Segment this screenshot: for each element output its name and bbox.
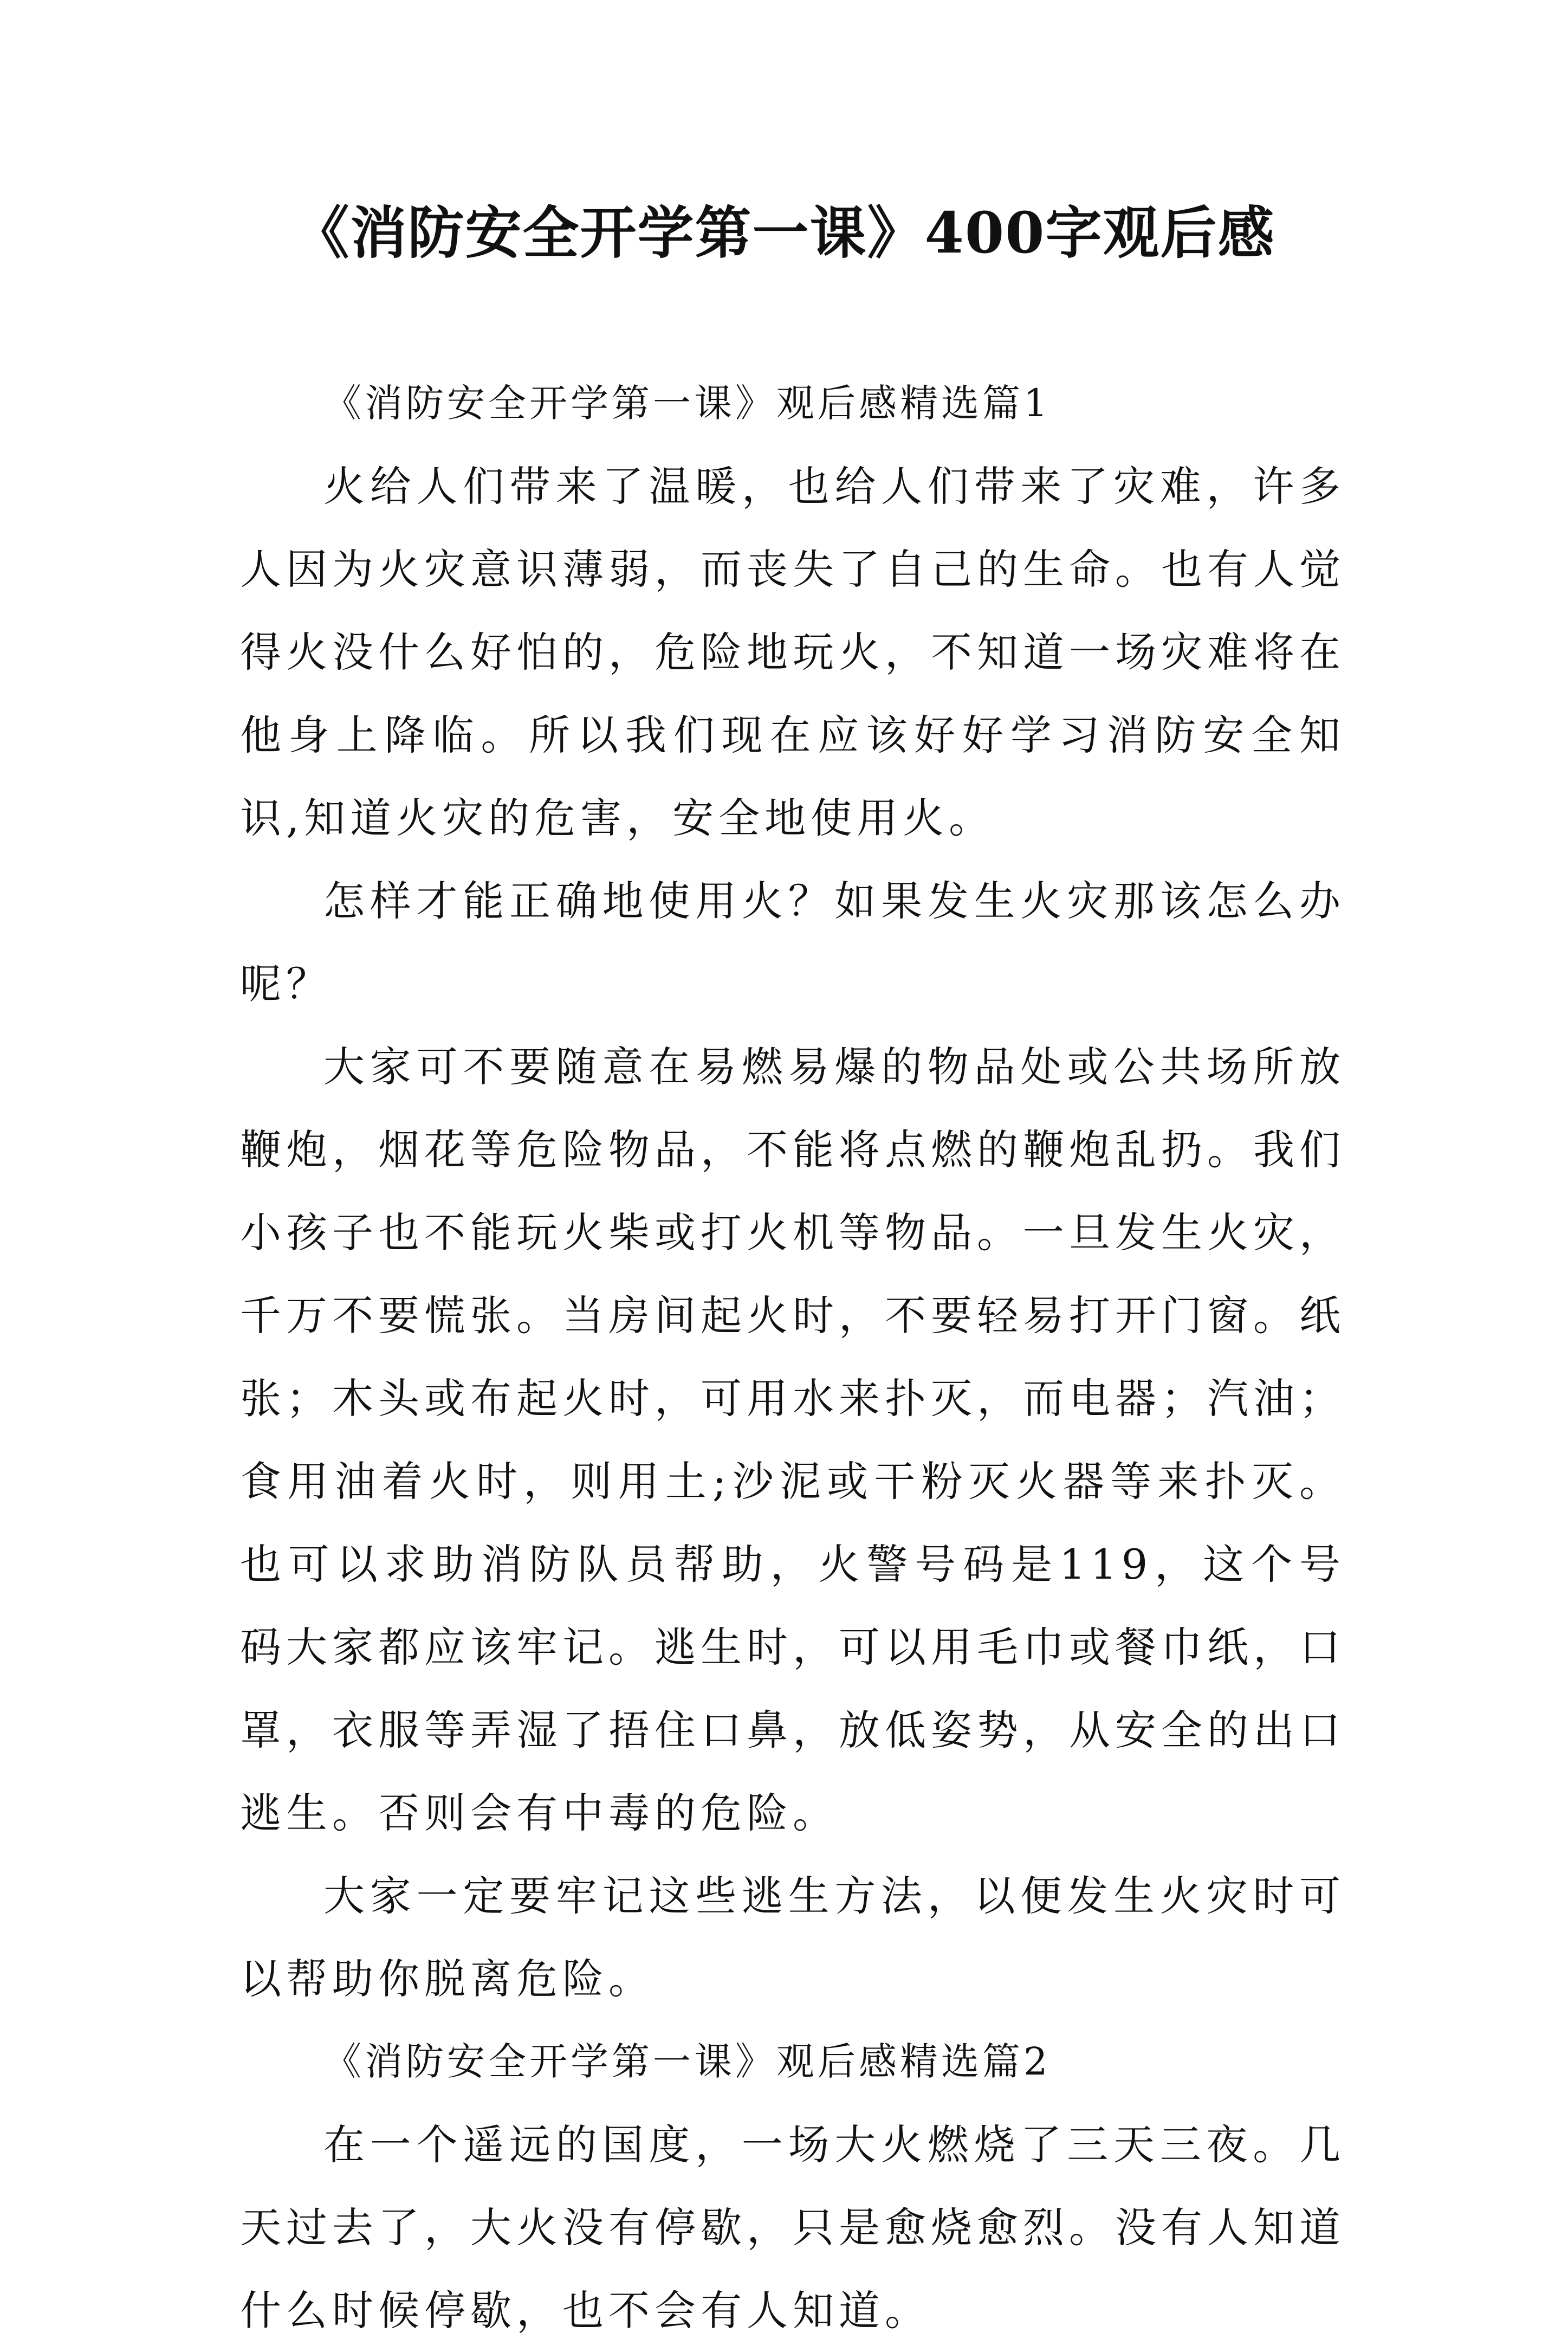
paragraph: 大家可不要随意在易燃易爆的物品处或公共场所放鞭炮，烟花等危险物品，不能将点燃的鞭炮乱扔。我们小孩子也不能玩火柴或打火机等物品。一旦发生火灾，千万不要慌张。当房间起火时，不要轻易打开门窗。纸张；木头或布起火时，可用水来扑灭，而电器；汽油；食用油着火时，则用土;沙泥或干粉灭火器等来扑灭。也可以求助消防队员帮助，火警号码是119，这个号码大家都应该牢记。逃生时，可以用毛巾或餐巾纸，口罩，衣服等弄湿了捂住口鼻，放低姿势，从安全的出口逃生。否则会有中毒的危险。 <box>240 1043 1345 1837</box>
document-title: 《消防安全开学第一课》400字观后感 <box>293 199 1275 266</box>
paragraph: 火给人们带来了温暖，也给人们带来了灾难，许多人因为火灾意识薄弱，而丧失了自己的生命。也有人觉得火没什么好怕的，危险地玩火，不知道一场灾难将在他身上降临。所以我们现在应该好好学习消防安全知识,知道火灾的危害，安全地使用火。 <box>240 462 1345 842</box>
paragraph: 大家一定要牢记这些逃生方法，以便发生火灾时可以帮助你脱离危险。 <box>240 1872 1345 2003</box>
paragraph: 怎样才能正确地使用火？如果发生火灾那该怎么办呢？ <box>240 877 1345 1008</box>
document-body <box>240 362 1345 2352</box>
section-heading-2: 《消防安全开学第一课》观后感精选篇2 <box>323 2039 1051 2084</box>
section-heading-1: 《消防安全开学第一课》观后感精选篇1 <box>323 381 1051 425</box>
paragraph: 在一个遥远的国度，一场大火燃烧了三天三夜。几天过去了，大火没有停歇，只是愈烧愈烈。没有人知道什么时候停歇，也不会有人知道。 <box>240 2121 1345 2335</box>
